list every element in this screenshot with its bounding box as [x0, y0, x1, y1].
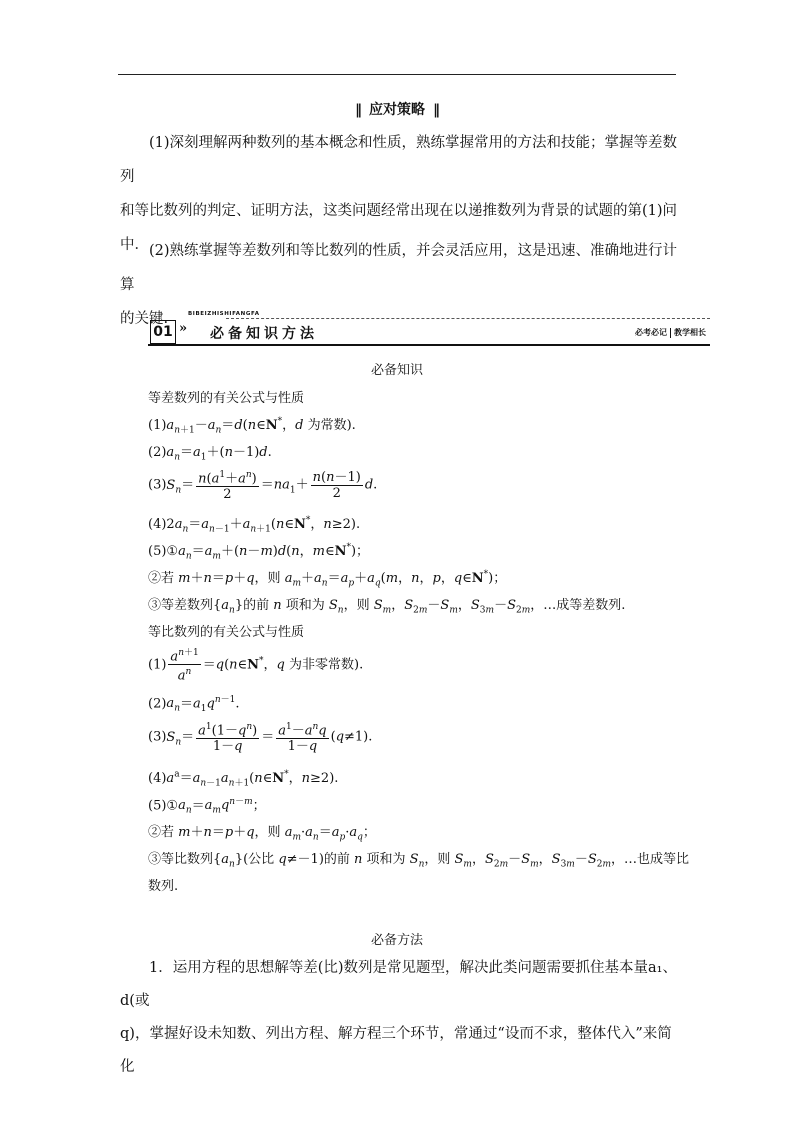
strategy-p1-line3: 中．	[120, 237, 149, 253]
geo-formula-1: (1) $\frac{a^{n+1}}{a^n}$ ＝q(n∈N*，q 为非零常数).	[148, 648, 364, 684]
divider	[670, 328, 671, 338]
heading-bar-right: ‖	[433, 102, 439, 118]
arith-formula-4: $(4)2a_n=a_{n-1}+a_{n+1}(n\in N^*$，n≥2).	[148, 515, 361, 535]
geo-formula-5b: ②若 m＋n＝p＋q，则 $a_m\cdot a_n=a_p\cdot a_q$；	[148, 825, 376, 843]
arith-formula-5b: ②若 m＋n＝p＋q，则 $a_m+a_n=a_p+a_q(m$，n，p，q∈N*)；	[148, 569, 507, 589]
geo-formula-3: $(3)S_n=$ $\frac{a^1(1-q^n)}{1-q}$ ＝ $\frac{a^1-a^nq}{1-q}$ (q≠1).	[148, 722, 373, 755]
knowledge-heading: 必备知识	[370, 363, 423, 378]
geo-formula-5c-cont: 数列.	[148, 879, 179, 894]
banner-right-right: 教学相长	[674, 328, 706, 337]
banner-pinyin: BIBEIZHISHIFANGFA	[188, 311, 260, 317]
arith-formula-5: $(5)①a_n=a_m+(n-m)d(n$，m∈N*)；	[148, 542, 370, 562]
heading-bar-left: ‖	[355, 102, 361, 118]
banner-dashed-line	[226, 318, 710, 319]
methods-line-2: q)，掌握好设未知数、列出方程、解方程三个环节，常通过“设而不求，整体代入”来简化	[120, 1026, 672, 1075]
methods-line-1: 1．运用方程的思想解等差(比)数列是常见题型，解决此类问题需要抓住基本量a₁、d(或	[120, 960, 677, 1009]
strategy-p2-line2: 的关键.	[120, 311, 169, 327]
chevron-icon: »	[179, 321, 188, 336]
arith-formula-1: $(1)a_{n+1}-a_n=d(n\in N^*$，d 为常数).	[148, 416, 356, 436]
arith-formula-5c: ③等差数列$\{a_n\}$的前 n 项和为 $S_n$，则 $S_m$，$S_{2m}-S_m$，$S_{3m}-S_{2m}$，…成等差数列.	[148, 598, 626, 616]
banner-right-label	[635, 327, 706, 338]
banner-number: 01	[150, 320, 176, 344]
strategy-p1-line1: (1)深刻理解两种数列的基本概念和性质，熟练掌握常用的方法和技能；掌握等差数列	[120, 135, 678, 185]
strategy-p2-line1: (2)熟练掌握等差数列和等比数列的性质，并会灵活应用，这是迅速、准确地进行计算	[120, 243, 678, 293]
geo-formula-5: $(5)①a_n=a_mq^{n-m}$；	[148, 797, 266, 816]
strategy-title: 应对策略	[369, 102, 425, 118]
methods-heading: 必备方法	[370, 933, 423, 948]
banner-title: 必备知识方法	[210, 326, 318, 342]
geo-formula-4: $(4)a^a=a_{n-1}a_{n+1}(n\in N^*$，n≥2).	[148, 769, 339, 789]
geo-formula-2: $(2)a_n=a_1q^{n-1}$.	[148, 695, 240, 714]
strategy-p1-line2: 和等比数列的判定、证明方法，这类问题经常出现在以递推数列为背景的试题的第(1)问	[120, 203, 678, 219]
methods-paragraph	[120, 952, 682, 1084]
geo-formula-5c: ③等比数列$\{a_n\}$(公比 q≠－1)的前 n 项和为 $S_n$，则 $S_m$，$S_{2m}-S_m$，$S_{3m}-S_{2m}$，…也成等比	[148, 852, 690, 870]
arith-formula-2: $(2)a_n=a_1+(n-1)d$.	[148, 445, 272, 463]
arith-title: 等差数列的有关公式与性质	[148, 391, 305, 406]
strategy-heading	[0, 99, 794, 119]
banner-underline	[148, 344, 710, 346]
top-rule	[118, 74, 676, 75]
banner-right-left: 必考必记	[635, 328, 667, 337]
arith-formula-3: $(3)S_n=$ $\frac{n(a^1+a^n)}{2}$ $=na_1+$ $\frac{n(n-1)}{2}$ d.	[148, 469, 378, 503]
geo-title: 等比数列的有关公式与性质	[148, 625, 305, 640]
section-banner	[148, 311, 710, 345]
